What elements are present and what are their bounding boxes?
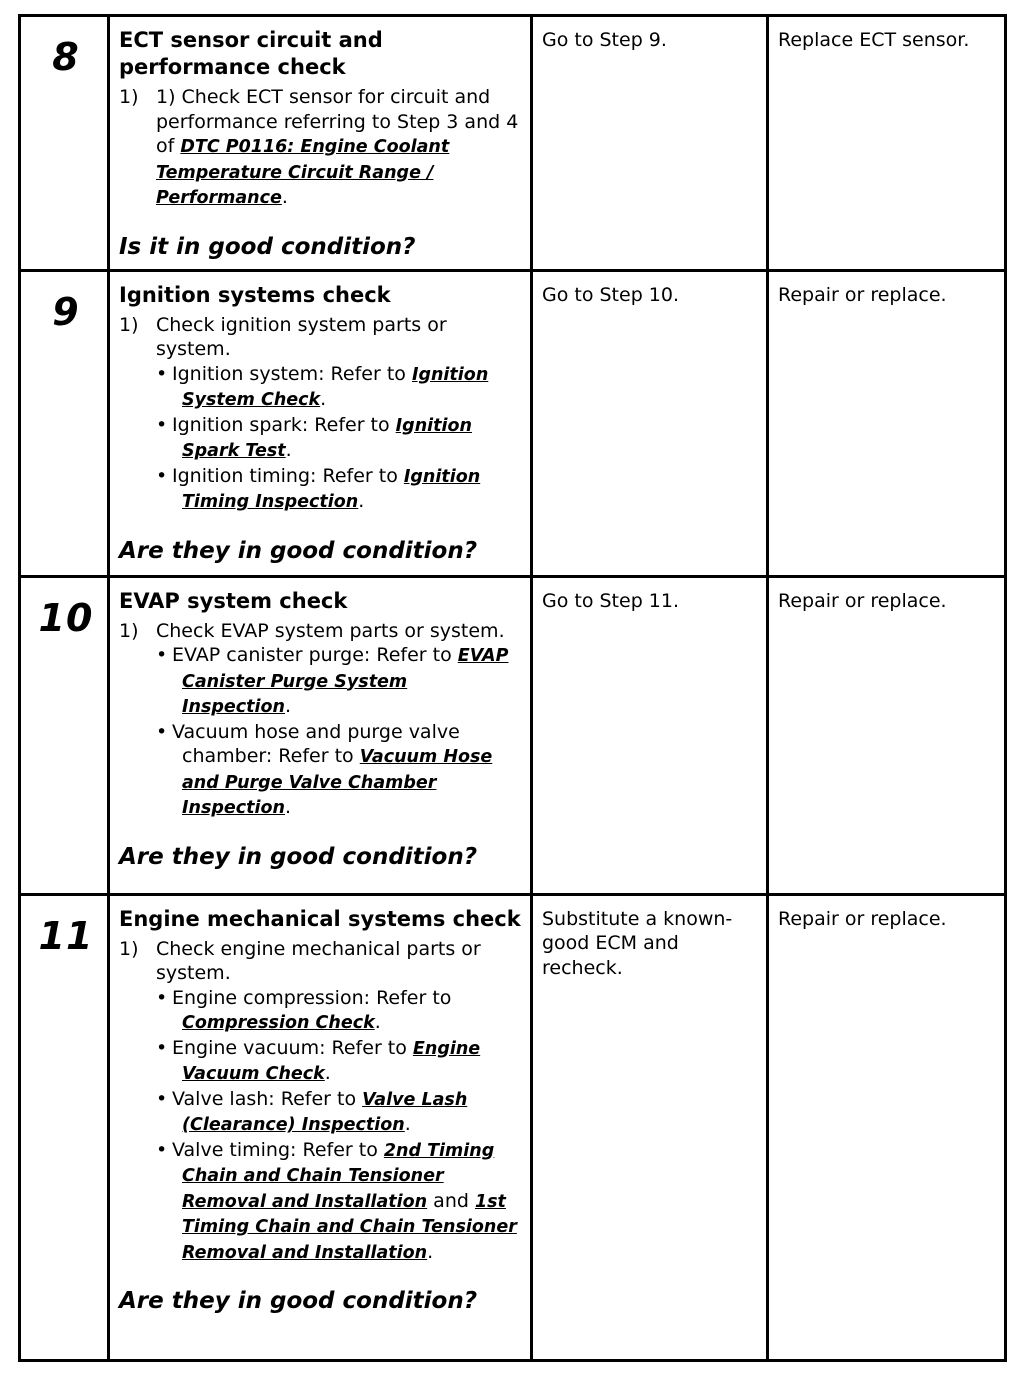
reference-link[interactable]: Ignition System Check — [182, 364, 489, 410]
bullet-item — [156, 720, 522, 821]
yes-cell — [532, 576, 768, 894]
reference-link[interactable]: Ignition Timing Inspection — [182, 466, 481, 512]
period-text: . — [404, 1113, 411, 1135]
item-tail: . — [281, 186, 288, 208]
instruction-item — [119, 85, 522, 211]
bullet-text: Valve timing: Refer to — [172, 1138, 384, 1161]
no-cell — [768, 16, 1006, 271]
step-cell — [20, 576, 109, 894]
action-cell — [109, 894, 532, 1360]
step-title: ECT sensor circuit and performance check — [119, 28, 383, 79]
no-cell — [768, 894, 1006, 1360]
bullet-list — [156, 986, 522, 1266]
bullet-text: Ignition spark: Refer to — [172, 413, 396, 436]
bullet-text: Engine vacuum: Refer to — [172, 1036, 413, 1059]
bullet-item — [156, 1036, 522, 1087]
no-cell — [768, 270, 1006, 576]
yes-cell — [532, 894, 768, 1360]
bullet-item — [156, 464, 522, 515]
period-text: . — [285, 796, 292, 818]
item-text: Check EVAP system parts or system. — [156, 619, 505, 642]
bullet-item — [156, 362, 522, 413]
step-title: Ignition systems check — [119, 282, 391, 307]
yes-result: Substitute a known-good ECM and recheck. — [542, 907, 733, 979]
period-text: . — [374, 1011, 381, 1033]
yes-result: Go to Step 11. — [542, 589, 680, 612]
step-cell — [20, 894, 109, 1360]
reference-link[interactable]: Compression Check — [182, 1013, 375, 1033]
item-number: 1) — [119, 86, 139, 108]
item-text: Check engine mechanical parts or system. — [156, 937, 481, 984]
instruction-item — [119, 313, 522, 515]
bullet-list — [156, 362, 522, 515]
reference-link[interactable]: 2nd Timing Chain and Chain Tensioner Removal and Installation — [182, 1140, 495, 1212]
instruction-item — [119, 937, 522, 1266]
reference-link[interactable]: EVAP Canister Purge System Inspection — [182, 646, 509, 717]
action-cell — [109, 16, 532, 271]
table-row — [20, 576, 1006, 894]
step-title: EVAP system check — [119, 588, 348, 613]
instruction-list — [119, 937, 522, 1266]
bullet-text: EVAP canister purge: Refer to — [172, 644, 458, 666]
period-text: . — [427, 1240, 434, 1263]
step-number: 11 — [38, 913, 94, 958]
step-number: 9 — [52, 289, 80, 334]
period-text: . — [285, 695, 292, 717]
item-text: Check ignition system parts or system. — [156, 313, 447, 360]
period-text: . — [320, 388, 327, 410]
bullet-text: Vacuum hose and purge valve chamber: Refer to — [172, 720, 460, 767]
action-cell — [109, 576, 532, 894]
bullet-text: Valve lash: Refer to — [172, 1087, 363, 1110]
no-cell — [768, 576, 1006, 894]
reference-link[interactable]: DTC P0116: Engine Coolant Temperature Circuit Range / Performance — [156, 137, 450, 208]
bullet-text: Engine compression: Refer to — [172, 986, 452, 1009]
bullet-list — [156, 643, 522, 821]
instruction-list — [119, 313, 522, 515]
bullet-item — [156, 986, 522, 1036]
condition-question: Are they in good condition? — [119, 1288, 478, 1314]
bullet-text: Ignition system: Refer to — [172, 362, 412, 385]
step-cell — [20, 270, 109, 576]
action-cell — [109, 270, 532, 576]
item-number: 1) — [119, 619, 139, 642]
table-row — [20, 894, 1006, 1360]
no-result: Repair or replace. — [778, 589, 947, 612]
condition-question: Is it in good condition? — [119, 233, 416, 260]
no-result: Repair or replace. — [778, 283, 947, 306]
reference-link[interactable]: Engine Vacuum Check — [182, 1038, 481, 1084]
bullet-mid-text: and — [427, 1189, 475, 1212]
step-title: Engine mechanical systems check — [119, 906, 521, 931]
step-number: 10 — [38, 595, 94, 640]
reference-link[interactable]: Ignition Spark Test — [182, 415, 473, 461]
item-text: 1) Check ECT sensor for circuit and performance referring to Step 3 and 4 of — [156, 86, 519, 157]
bullet-item — [156, 413, 522, 464]
instruction-list — [119, 619, 522, 821]
bullet-text: Ignition timing: Refer to — [172, 464, 404, 487]
yes-cell — [532, 16, 768, 271]
reference-link[interactable]: Valve Lash (Clearance) Inspection — [182, 1089, 468, 1135]
no-result: Repair or replace. — [778, 907, 947, 930]
condition-question: Are they in good condition? — [119, 537, 478, 564]
step-cell — [20, 16, 109, 271]
yes-cell — [532, 270, 768, 576]
period-text: . — [358, 490, 365, 512]
table-row — [20, 16, 1006, 271]
procedure-table — [18, 14, 1007, 1362]
item-number: 1) — [119, 313, 139, 336]
step-number: 8 — [52, 35, 80, 79]
period-text: . — [324, 1062, 331, 1084]
no-result: Replace ECT sensor. — [778, 29, 970, 51]
condition-question: Are they in good condition? — [119, 843, 478, 870]
period-text: . — [285, 439, 292, 461]
reference-link[interactable]: 1st Timing Chain and Chain Tensioner Removal and Installation — [182, 1191, 517, 1263]
instruction-list — [119, 85, 522, 211]
table-row — [20, 270, 1006, 576]
reference-link[interactable]: Vacuum Hose and Purge Valve Chamber Inspection — [182, 747, 493, 818]
bullet-item — [156, 1087, 522, 1138]
bullet-item — [156, 1138, 522, 1266]
yes-result: Go to Step 9. — [542, 29, 667, 51]
instruction-item — [119, 619, 522, 821]
item-number: 1) — [119, 937, 139, 960]
yes-result: Go to Step 10. — [542, 283, 680, 306]
bullet-item — [156, 643, 522, 720]
